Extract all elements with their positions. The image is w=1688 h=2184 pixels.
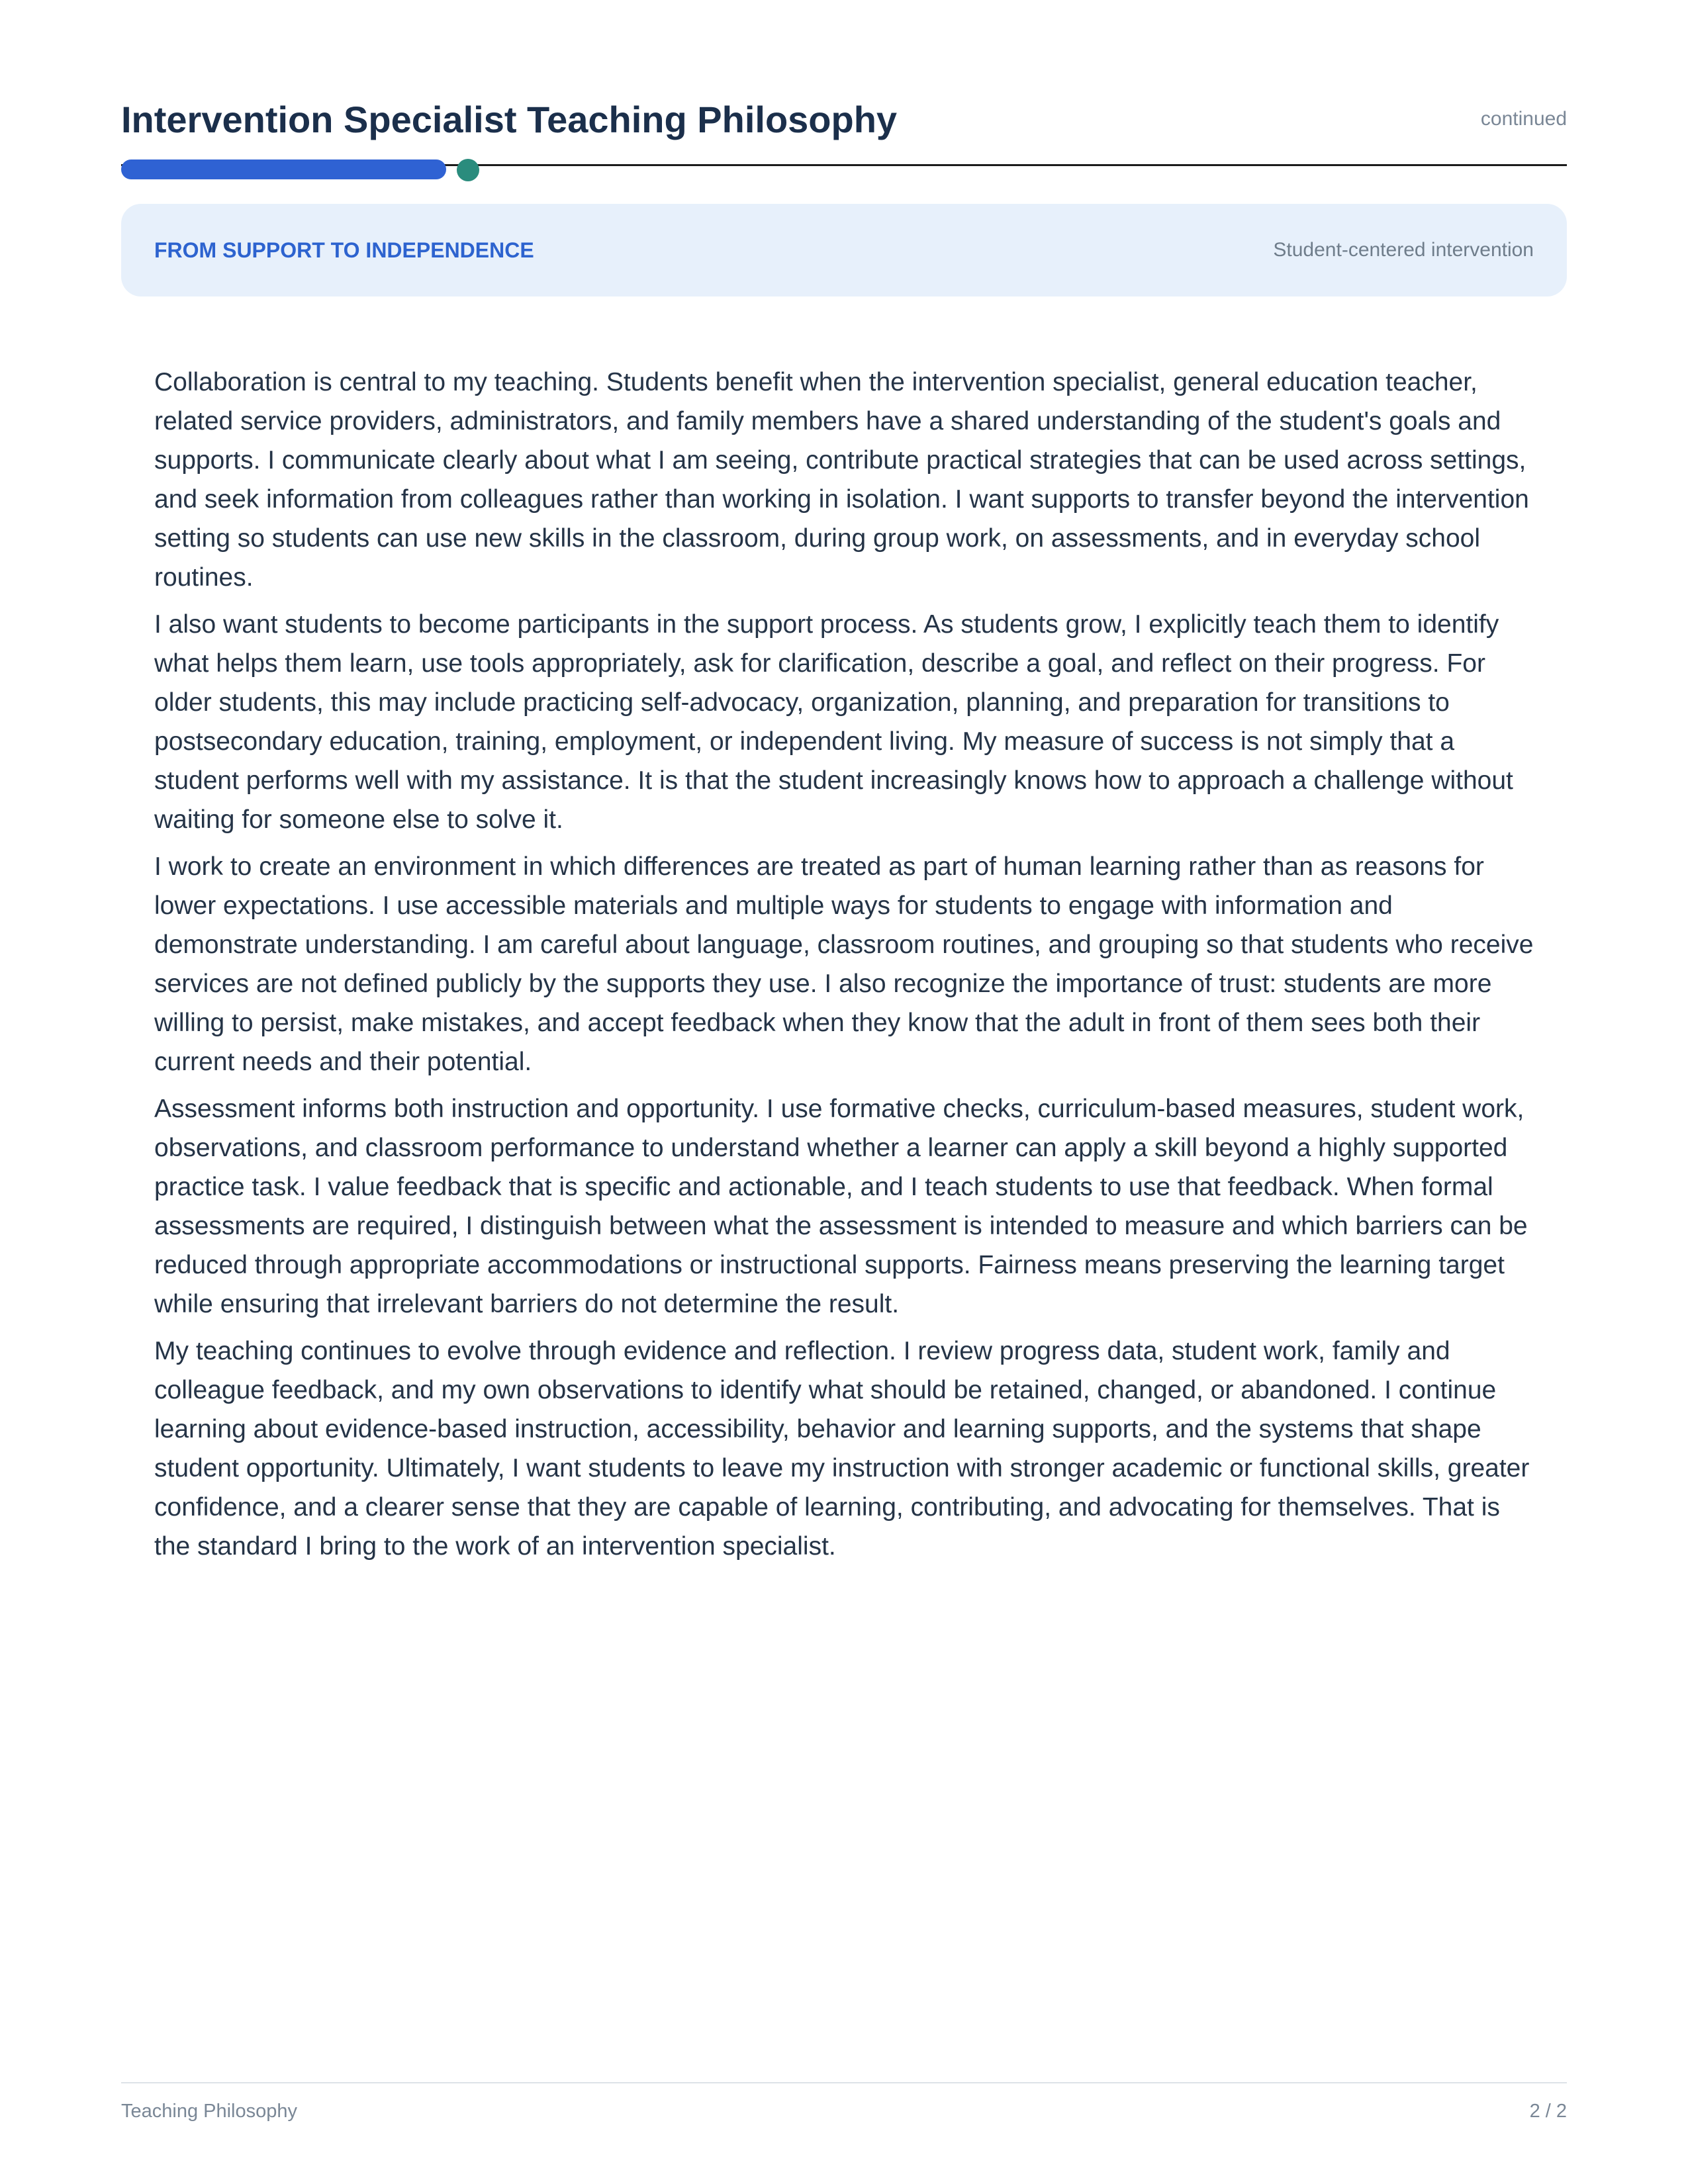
body-text xyxy=(154,363,1534,1574)
page-header xyxy=(121,93,1567,146)
footer-divider xyxy=(121,2082,1567,2083)
page-number: 2 / 2 xyxy=(1529,2100,1567,2122)
progress-bar-fill xyxy=(121,159,446,179)
paragraph: Collaboration is central to my teaching. Students benefit when the intervention specialist, general education teacher, related service providers, administrators, and family members have a shared understanding of the student's goals and supports. I communicate clearly about what I am seeing, contribute practical strategies that can be used across settings, and seek information from colleagues rather than working in isolation. I want supports to transfer beyond the intervention setting so students can use new skills in the classroom, during group work, on assessments, and in everyday school routines. xyxy=(154,368,1529,592)
section-banner xyxy=(121,204,1567,296)
continued-label: continued xyxy=(1480,108,1567,130)
document-title: Intervention Specialist Teaching Philosophy xyxy=(121,98,898,140)
paragraph: I also want students to become participants in the support process. As students grow, I explicitly teach them to identify what helps them learn, use tools appropriately, ask for clarification, describe a goal, and reflect on their progress. For older students, this may include practicing self-advocacy, organization, planning, and preparation for transitions to postsecondary education, training, employment, or independent living. My measure of success is not simply that a student performs well with my assistance. It is that the student increasingly knows how to approach a challenge without waiting for someone else to solve it. xyxy=(154,610,1513,834)
banner-tag: Student-centered intervention xyxy=(1273,239,1534,261)
footer-document-name: Teaching Philosophy xyxy=(121,2100,298,2122)
paragraph: Assessment informs both instruction and opportunity. I use formative checks, curriculum-based measures, student work, observations, and classroom performance to understand whether a learner can apply a skill beyond a highly supported practice task. I value feedback that is specific and actionable, and I teach students to use that feedback. When formal assessments are required, I distinguish between what the assessment is intended to measure and which barriers can be reduced through appropriate accommodations or instructional supports. Fairness means preserving the learning target while ensuring that irrelevant barriers do not determine the result. xyxy=(154,1095,1528,1318)
paragraph: I work to create an environment in which differences are treated as part of human learning rather than as reasons for lower expectations. I use accessible materials and multiple ways for students to engage with information and demonstrate understanding. I am careful about language, classroom routines, and grouping so that students who receive services are not defined publicly by the supports they use. I also recognize the importance of trust: students are more willing to persist, make mistakes, and accept feedback when they know that the adult in front of them sees both their current needs and their potential. xyxy=(154,852,1534,1076)
progress-marker-dot xyxy=(457,159,479,181)
page-footer xyxy=(121,2098,1567,2124)
banner-heading: FROM SUPPORT TO INDEPENDENCE xyxy=(154,238,534,262)
header-progress-rule xyxy=(121,158,1567,184)
paragraph: My teaching continues to evolve through evidence and reflection. I review progress data, student work, family and colleague feedback, and my own observations to identify what should be retained, changed, or abandoned. I continue learning about evidence-based instruction, accessibility, behavior and learning supports, and the systems that shape student opportunity. Ultimately, I want students to leave my instruction with stronger academic or functional skills, greater confidence, and a clearer sense that they are capable of learning, contributing, and advocating for themselves. That is the standard I bring to the work of an intervention specialist. xyxy=(154,1337,1530,1561)
